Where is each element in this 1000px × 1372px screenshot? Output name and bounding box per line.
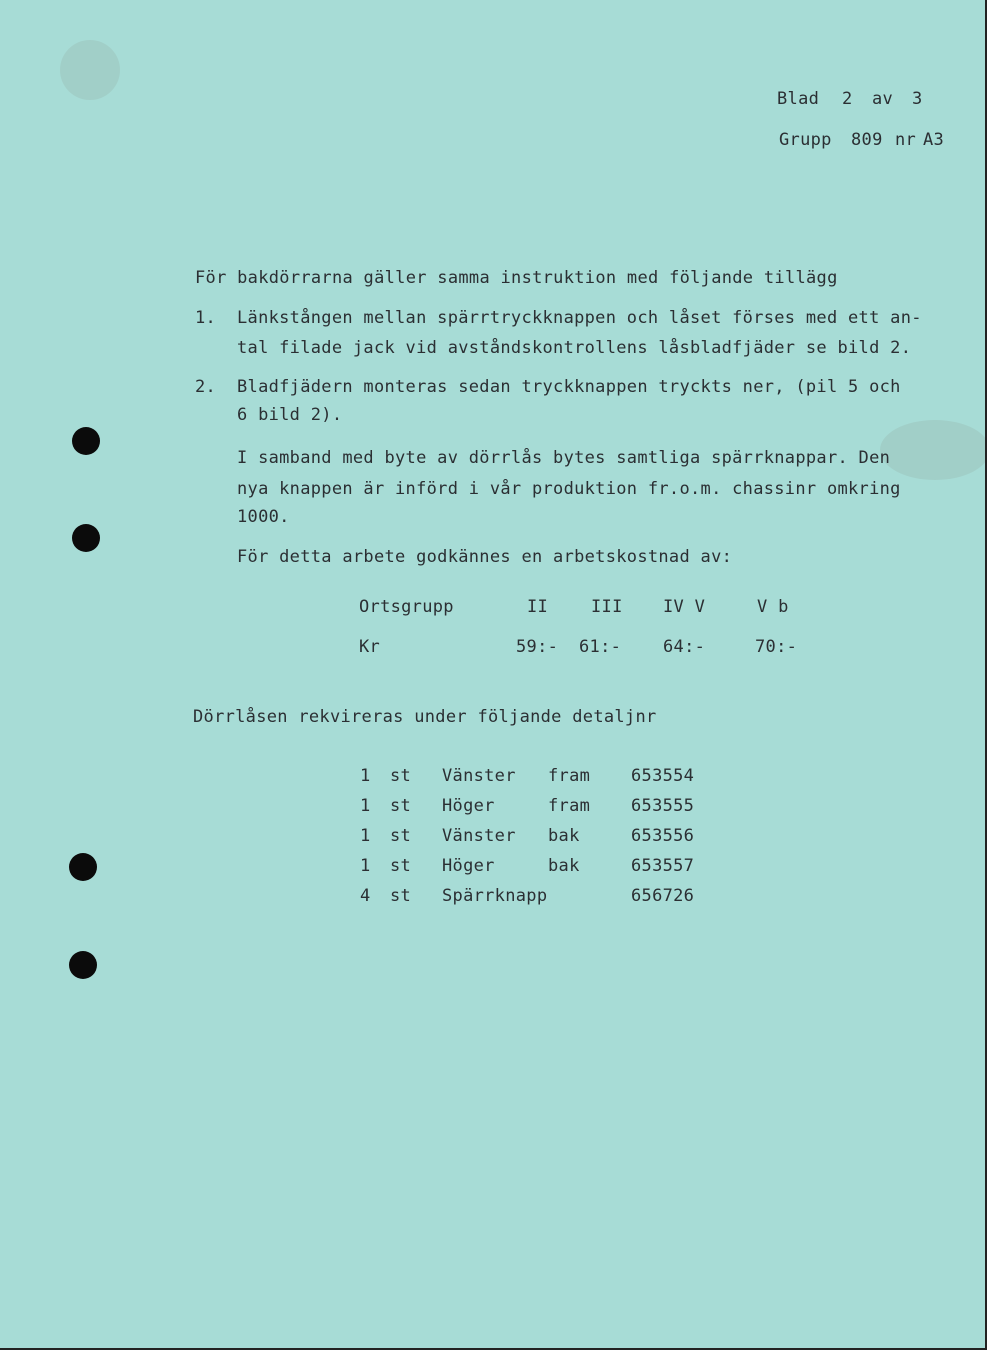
group-code: A3 (923, 130, 945, 150)
group-nr-label: nr (895, 130, 917, 150)
sheet-number: 2 (842, 89, 853, 109)
part-qty: 1 (360, 856, 371, 876)
intro-text: För bakdörrarna gäller samma instruktion med följande tillägg (195, 268, 838, 288)
part-side: Vänster (442, 826, 516, 846)
cost-price: 70:- (755, 637, 798, 657)
part-number: 656726 (631, 886, 695, 906)
item-line: 6 bild 2). (237, 405, 343, 425)
paper-stain (60, 40, 120, 100)
part-number: 653557 (631, 856, 695, 876)
note-line: nya knappen är införd i vår produktion fr.o.m. chassinr omkring (237, 479, 901, 499)
cost-group: II (527, 597, 549, 617)
part-qty: 4 (360, 886, 371, 906)
cost-row-label: Kr (359, 637, 381, 657)
part-unit: st (390, 766, 412, 786)
part-pos: fram (548, 796, 591, 816)
item-number: 1. (195, 308, 217, 328)
item-line: Bladfjädern monteras sedan tryckknappen tryckts ner, (pil 5 och (237, 377, 901, 397)
sheet-total: 3 (912, 89, 923, 109)
part-number: 653554 (631, 766, 695, 786)
cost-price: 61:- (579, 637, 622, 657)
binder-hole (72, 524, 100, 552)
paper-stain (880, 420, 987, 480)
part-side: Spärrknapp (442, 886, 548, 906)
part-unit: st (390, 796, 412, 816)
part-side: Höger (442, 856, 495, 876)
part-pos: bak (548, 856, 580, 876)
part-unit: st (390, 826, 412, 846)
binder-hole (69, 853, 97, 881)
binder-hole (69, 951, 97, 979)
part-number: 653556 (631, 826, 695, 846)
cost-price: 59:- (516, 637, 559, 657)
cost-group: III (591, 597, 623, 617)
sheet-of: av (872, 89, 894, 109)
note-line: 1000. (237, 507, 290, 527)
parts-intro: Dörrlåsen rekvireras under följande detaljnr (193, 707, 657, 727)
part-qty: 1 (360, 826, 371, 846)
note-line: I samband med byte av dörrlås bytes samtliga spärrknappar. Den (237, 448, 891, 468)
part-side: Höger (442, 796, 495, 816)
binder-hole (72, 427, 100, 455)
part-qty: 1 (360, 796, 371, 816)
part-pos: fram (548, 766, 591, 786)
part-pos: bak (548, 826, 580, 846)
cost-header-label: Ortsgrupp (359, 597, 454, 617)
part-unit: st (390, 886, 412, 906)
cost-group: V b (757, 597, 789, 617)
part-unit: st (390, 856, 412, 876)
group-number: 809 (851, 130, 883, 150)
cost-intro: För detta arbete godkännes en arbetskostnad av: (237, 547, 733, 567)
cost-price: 64:- (663, 637, 706, 657)
group-label: Grupp (779, 130, 832, 150)
item-line: tal filade jack vid avståndskontrollens låsbladfjäder se bild 2. (237, 338, 912, 358)
cost-group: IV V (663, 597, 706, 617)
part-number: 653555 (631, 796, 695, 816)
sheet-label: Blad (777, 89, 820, 109)
item-line: Länkstången mellan spärrtryckknappen och låset förses med ett an- (237, 308, 922, 328)
part-side: Vänster (442, 766, 516, 786)
part-qty: 1 (360, 766, 371, 786)
item-number: 2. (195, 377, 217, 397)
